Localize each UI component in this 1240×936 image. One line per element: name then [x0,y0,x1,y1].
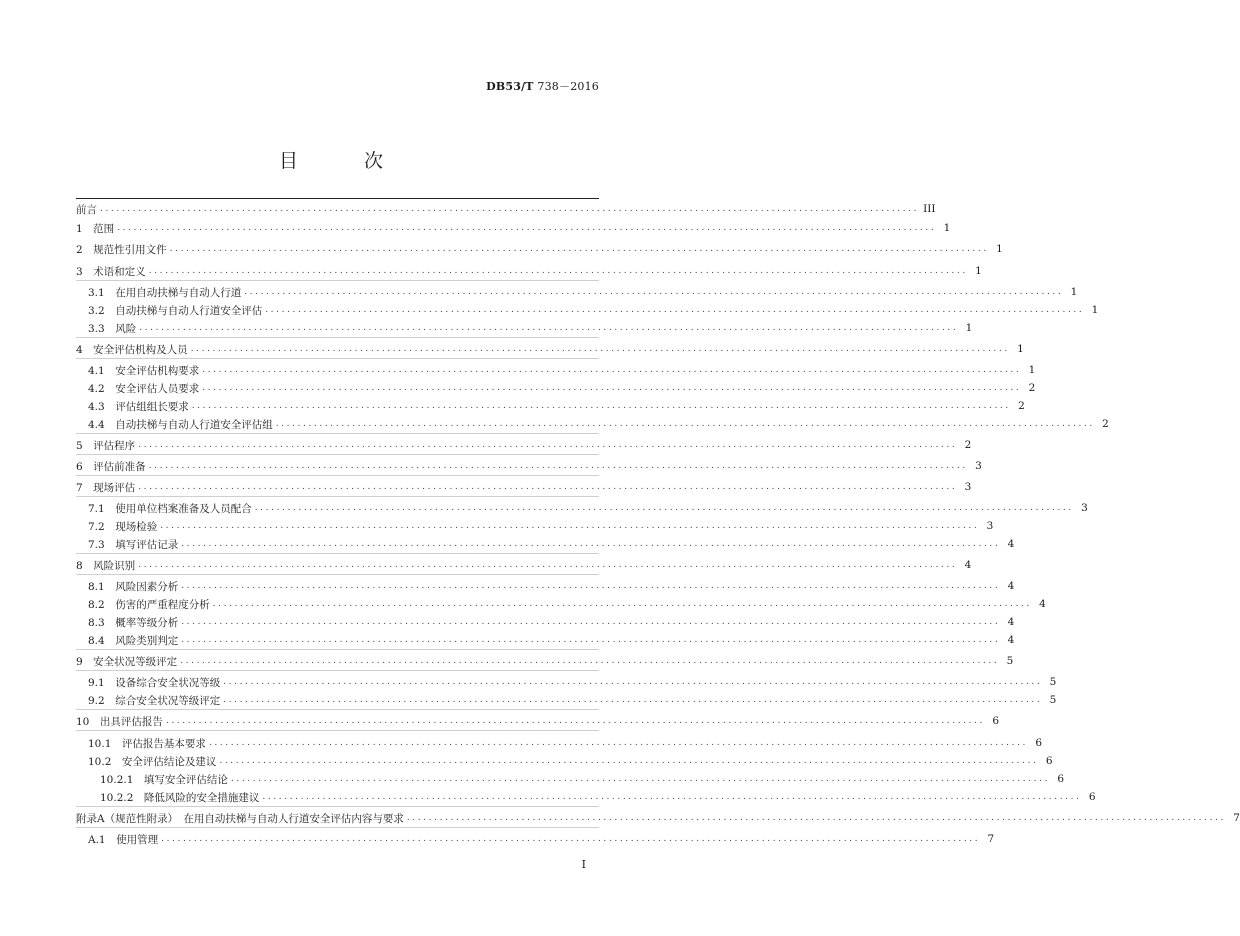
toc-leader-dots: ...................................................................................................................................................... [139,323,959,333]
toc-entry-page: 4 [1007,538,1015,550]
toc-leader-dots: ...................................................................................................................................................... [208,738,1029,748]
toc-entry-title: 10.2 安全评估结论及建议 [88,755,217,768]
toc-entry-title: 9.2 综合安全状况等级评定 [88,694,221,707]
toc-entry[interactable] [76,556,972,575]
toc-entry[interactable] [76,752,1053,770]
toc-leader-dots: ...................................................................................................................................................... [202,383,1022,393]
toc-entry[interactable] [76,613,1015,631]
toc-entry-title: 10.2.2 降低风险的安全措施建议 [100,791,260,804]
toc-leader-dots: ...................................................................................................................................................... [254,503,1074,513]
page-title: 目 次 [278,150,414,172]
toc-entry[interactable] [76,788,1096,807]
toc-entry[interactable] [76,517,994,535]
toc-leader-dots: ...................................................................................................................................................... [223,695,1043,705]
toc-leader-dots: ...................................................................................................................................................... [138,440,958,450]
toc-leader-dots: ...................................................................................................................................................... [138,482,958,492]
toc-entry-page: 4 [1007,616,1015,628]
toc-entry-page: 1 [1091,304,1099,316]
toc-entry[interactable] [76,652,1014,671]
toc-entry[interactable] [76,809,1240,828]
toc-entry-title: 10 出具评估报告 [76,715,163,728]
toc-entry-title: 附录A（规范性附录） 在用自动扶梯与自动人行道安全评估内容与要求 [76,812,404,825]
toc-entry-page: 1 [1017,343,1024,355]
toc-entry[interactable] [76,283,1078,301]
toc-entry[interactable] [76,319,973,338]
standard-number: 738－2016 [537,80,599,93]
toc-entry-page: 1 [943,222,951,234]
toc-entry[interactable] [76,200,936,218]
toc-entry-page: 1 [996,243,1003,255]
toc-entry-page: 2 [1028,382,1036,394]
toc-entry-page: 3 [1081,502,1088,514]
toc-leader-dots: ...................................................................................................................................................... [212,599,1032,609]
toc-entry-page: 3 [964,481,972,493]
toc-leader-dots: ...................................................................................................................................................... [406,813,1226,823]
toc-entry-title: 8.4 风险类别判定 [88,634,179,647]
toc-entry[interactable] [76,770,1065,788]
toc-entry-title: 前言 [76,203,97,216]
toc-leader-dots: ...................................................................................................................................................... [230,774,1051,784]
toc-leader-dots: ...................................................................................................................................................... [181,635,1001,645]
toc-entry[interactable] [76,535,1015,554]
toc-entry-title: 4.2 安全评估人员要求 [88,382,200,395]
toc-entry-title: 7.3 填写评估记录 [88,538,179,551]
toc-entry[interactable] [76,577,1015,595]
toc-entry[interactable] [76,397,1025,415]
toc-entry[interactable] [76,379,1036,397]
toc-entry-title: 4.4 自动扶梯与自动人行道安全评估组 [88,418,273,431]
toc-entry-title: 7.1 使用单位档案准备及人员配合 [88,502,252,515]
toc-entry-page: 6 [1035,737,1043,749]
divider [76,198,599,199]
toc-leader-dots: ...................................................................................................................................................... [223,677,1043,687]
toc-leader-dots: ...................................................................................................................................................... [165,716,985,726]
toc-entry-page: 7 [1233,812,1240,824]
toc-entry-page: 1 [965,322,973,334]
toc-entry[interactable] [76,673,1057,691]
toc-entry-page: 6 [1057,773,1065,785]
toc-entry[interactable] [76,361,1036,379]
toc-leader-dots: ...................................................................................................................................................... [181,539,1001,549]
toc-entry-page: 6 [992,715,999,727]
toc-entry-title: 4 安全评估机构及人员 [76,343,188,356]
standard-code: DB53/T [486,80,534,93]
toc-entry[interactable] [76,340,1024,359]
toc-entry-title: 7.2 现场检验 [88,520,158,533]
toc-leader-dots: ...................................................................................................................................................... [202,365,1022,375]
toc-leader-dots: ...................................................................................................................................................... [161,834,981,844]
toc-entry-page: 5 [1049,676,1057,688]
toc-entry-title: 8 风险识别 [76,559,136,572]
toc-leader-dots: ...................................................................................................................................................... [262,792,1082,802]
toc-entry[interactable] [76,631,1015,650]
toc-leader-dots: ...................................................................................................................................................... [219,756,1039,766]
toc-leader-dots: ...................................................................................................................................................... [180,656,1000,666]
toc-entry-page: 2 [1018,400,1025,412]
toc-entry[interactable] [76,301,1099,319]
toc-leader-dots: ...................................................................................................................................................... [169,244,989,254]
toc-leader-dots: ...................................................................................................................................................... [244,287,1064,297]
toc-leader-dots: ...................................................................................................................................................... [100,204,920,214]
toc-entry-title: 3 术语和定义 [76,265,146,278]
toc-entry-page: 5 [1049,694,1057,706]
toc-entry[interactable] [76,262,982,281]
toc-entry[interactable] [76,712,999,731]
toc-entry[interactable] [76,830,995,848]
toc-entry-page: 1 [975,265,982,277]
toc-entry[interactable] [76,734,1043,752]
toc-entry-title: 10.2.1 填写安全评估结论 [100,773,228,786]
toc-entry-title: 4.1 安全评估机构要求 [88,364,200,377]
toc-entry-page: 4 [1039,598,1046,610]
toc-entry[interactable] [76,499,1088,517]
toc-entry-title: 1 范围 [76,222,115,235]
toc-entry-page: III [923,203,936,215]
toc-leader-dots: ...................................................................................................................................................... [138,560,958,570]
toc-leader-dots: ...................................................................................................................................................... [275,419,1095,429]
toc-entry-title: 8.1 风险因素分析 [88,580,179,593]
toc-entry-page: 6 [1088,791,1096,803]
toc-entry-page: 5 [1006,655,1014,667]
toc-entry-title: 9.1 设备综合安全状况等级 [88,676,221,689]
toc-leader-dots: ...................................................................................................................................................... [148,266,968,276]
toc-leader-dots: ...................................................................................................................................................... [265,305,1085,315]
page-number: I [581,858,586,871]
toc-leader-dots: ...................................................................................................................................................... [160,521,980,531]
toc-entry-page: 2 [964,439,972,451]
toc-entry-title: 3.2 自动扶梯与自动人行道安全评估 [88,304,263,317]
toc-entry-title: A.1 使用管理 [88,833,159,846]
toc-entry-title: 6 评估前准备 [76,460,146,473]
toc-entry-title: 8.3 概率等级分析 [88,616,179,629]
document-header [486,78,599,94]
toc-entry-title: 9 安全状况等级评定 [76,655,178,668]
toc-entry[interactable] [76,436,972,455]
toc-entry-page: 4 [1007,634,1015,646]
toc-entry-title: 3.3 风险 [88,322,137,335]
toc-entry[interactable] [76,595,1046,613]
toc-entry[interactable] [76,691,1057,710]
toc-entry[interactable] [76,478,972,497]
toc-entry-page: 7 [987,833,995,845]
toc-entry[interactable] [76,415,1109,434]
toc-leader-dots: ...................................................................................................................................................... [148,461,968,471]
toc-entry-page: 1 [1028,364,1036,376]
toc-entry-page: 6 [1045,755,1053,767]
toc-entry-page: 1 [1070,286,1078,298]
toc-entry-title: 5 评估程序 [76,439,136,452]
toc-entry-page: 3 [975,460,982,472]
toc-entry-page: 2 [1102,418,1109,430]
toc-entry-title: 7 现场评估 [76,481,136,494]
toc-entry[interactable] [76,219,951,237]
toc-entry-page: 3 [986,520,994,532]
toc-entry-page: 4 [1007,580,1015,592]
toc-leader-dots: ...................................................................................................................................................... [181,581,1001,591]
toc-leader-dots: ...................................................................................................................................................... [117,223,937,233]
toc-entry-title: 8.2 伤害的严重程度分析 [88,598,210,611]
toc-entry-title: 4.3 评估组组长要求 [88,400,189,413]
toc-leader-dots: ...................................................................................................................................................... [181,617,1001,627]
toc-entry-page: 4 [964,559,972,571]
toc-leader-dots: ...................................................................................................................................................... [190,344,1010,354]
toc-leader-dots: ...................................................................................................................................................... [191,401,1011,411]
toc-entry[interactable] [76,457,982,476]
toc-entry-title: 3.1 在用自动扶梯与自动人行道 [88,286,242,299]
toc-entry-title: 10.1 评估报告基本要求 [88,737,206,750]
toc-entry-title: 2 规范性引用文件 [76,243,167,256]
toc-entry[interactable] [76,240,1003,258]
